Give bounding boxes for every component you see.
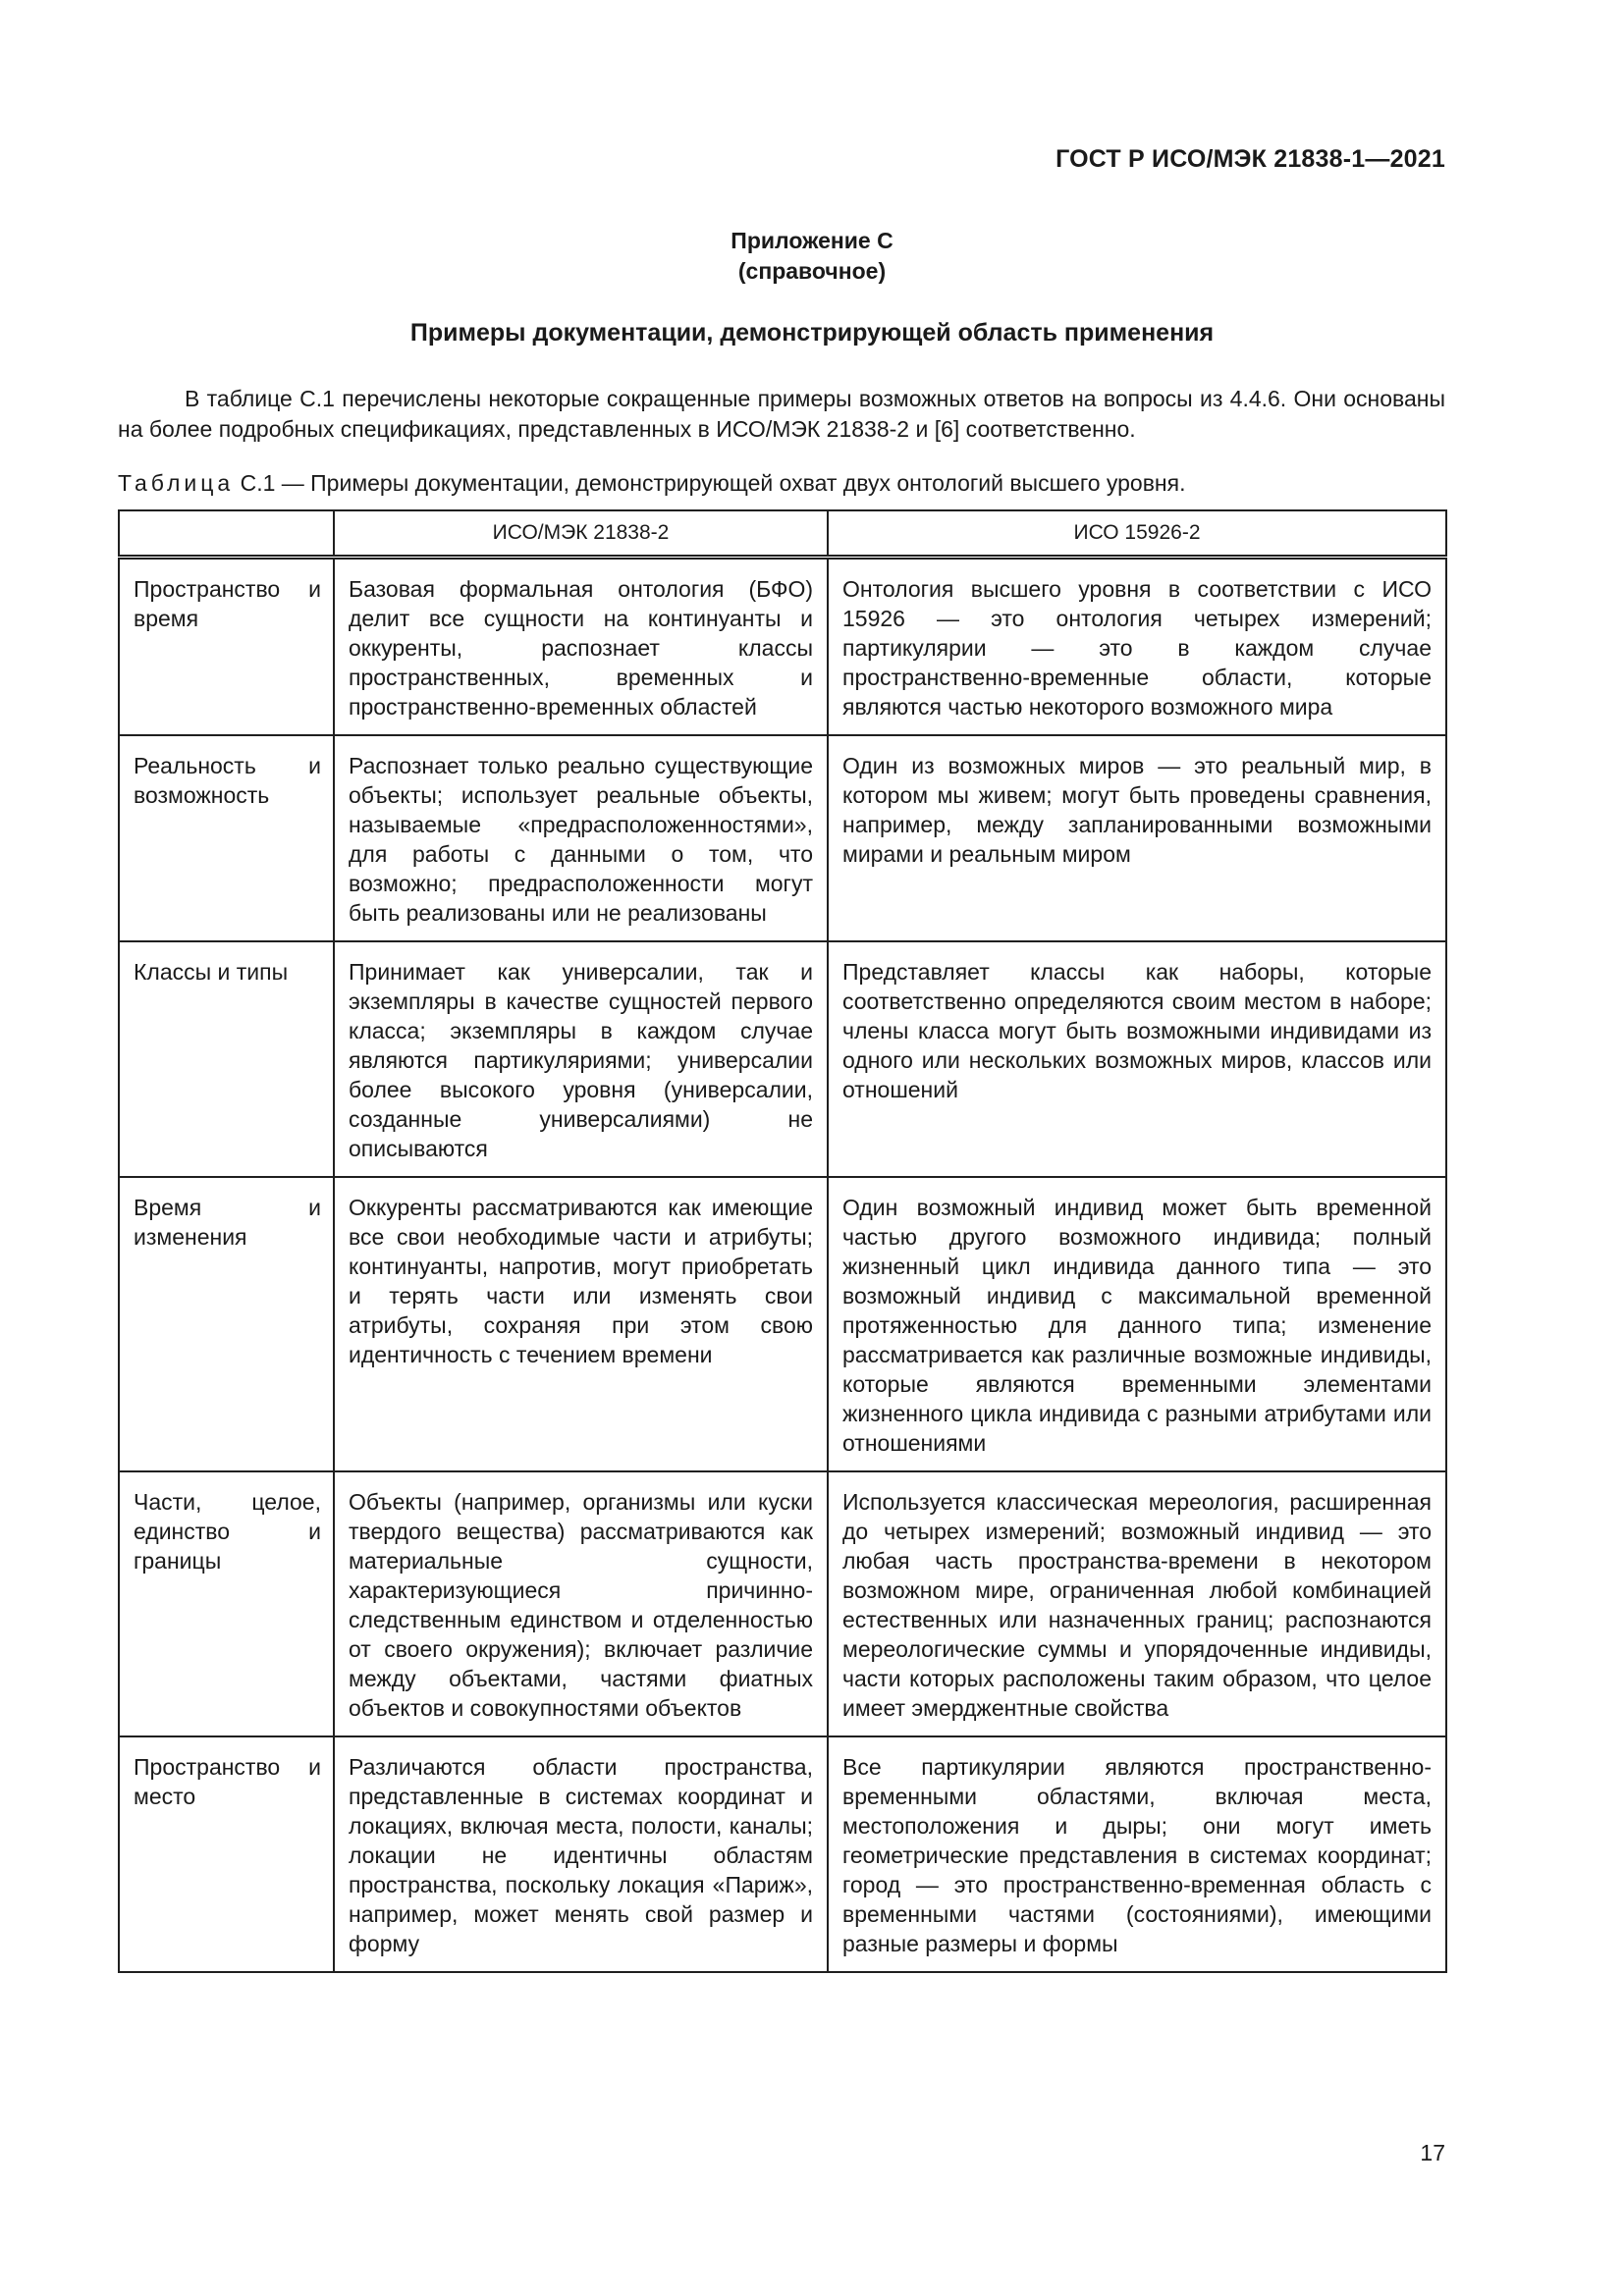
row-topic: Части, целое, единство и границы [119,1471,334,1736]
row-iso-15926-2-cell: Используется классическая мереология, расширенная до четырех измерений; возможный индивид — это любая часть пространства-времени в некотором возможном мире, ограниченная любой комбинацией естественных или назначенных границ; распознаются мереологические суммы и упорядоченные индивиды, части которых расположены таким образом, что целое имеет эмерджентные свойства [828,1471,1446,1736]
table-caption [118,468,1445,499]
row-iso-21838-2-cell: Различаются области пространства, представленные в системах координат и локациях, включая места, полости, каналы; локации не идентичны областям пространства, поскольку локация «Париж», например, может менять свой размер и форму [334,1736,828,1972]
standard-code: ГОСТ Р ИСО/МЭК 21838-1—2021 [1056,145,1445,173]
row-iso-15926-2-cell: Один возможный индивид может быть временной частью другого возможного индивида; полный жизненный цикл индивида данного типа — это возможный индивид с максимальной временной протяженностью для данного типа; изменение рассматривается как различные возможные индивиды, которые являются временными элементами жизненного цикла индивида с разными атрибутами или отношениями [828,1177,1446,1471]
table-row [119,941,1446,1177]
row-iso-21838-2-cell: Базовая формальная онтология (БФО) делит все сущности на континуанты и оккуренты, распознает классы пространственных, временных и пространственно-временных областей [334,558,828,736]
row-iso-21838-2-cell: Объекты (например, организмы или куски твердого вещества) рассматриваются как материальные сущности, характеризующиеся причинно-следственным единством и отделенностью от своего окружения); включает различие между объектами, частями фиатных объектов и совокупностями объектов [334,1471,828,1736]
page-number: 17 [1420,2140,1445,2165]
row-iso-15926-2-cell: Все партикулярии являются пространственно-временными областями, включая места, местоположения и дыры; они могут иметь геометрические представления в системах координат; город — это пространственно-временная область с временными частями (состояниями), имеющими разные размеры и формы [828,1736,1446,1972]
row-topic: Реальность и возможность [119,735,334,941]
row-topic: Время и изменения [119,1177,334,1471]
appendix-title: Приложение С [731,228,893,253]
column-header-topic [119,510,334,558]
intro-text: В таблице С.1 перечислены некоторые сокращенные примеры возможных ответов на вопросы из 4.4.6. Они основаны на более подробных спецификациях, представленных в ИСО/МЭК 21838-2 и [6] соответственно. [118,386,1445,442]
table-caption-prefix: Таблица [118,470,235,496]
table-caption-text: С.1 — Примеры документации, демонстрирующей охват двух онтологий высшего уровня. [240,470,1186,496]
table-row [119,1471,1446,1736]
table-row [119,1736,1446,1972]
table-row [119,558,1446,736]
table-row [119,735,1446,941]
row-iso-15926-2-cell: Онтология высшего уровня в соответствии с ИСО 15926 — это онтология четырех измерений; партикулярии — это в каждом случае пространственно-временные области, которые являются частью некоторого возможного мира [828,558,1446,736]
row-iso-21838-2-cell: Оккуренты рассматриваются как имеющие все свои необходимые части и атрибуты; континуанты, напротив, могут приобретать и терять части или изменять свои атрибуты, сохраняя при этом свою идентичность с течением времени [334,1177,828,1471]
row-iso-15926-2-cell: Представляет классы как наборы, которые соответственно определяются своим местом в наборе; члены класса могут быть возможными индивидами из одного или нескольких возможных миров, классов или отношений [828,941,1446,1177]
row-iso-21838-2-cell: Распознает только реально существующие объекты; использует реальные объекты, называемые «предрасположенностями», для работы с данными о том, что возможно; предрасположенности могут быть реализованы или не реализованы [334,735,828,941]
section-title: Примеры документации, демонстрирующей область применения [409,319,1215,347]
column-header-iso-21838-2: ИСО/МЭК 21838-2 [334,510,828,558]
column-header-iso-15926-2: ИСО 15926-2 [828,510,1446,558]
appendix-status: (справочное) [737,258,887,284]
appendix-heading [0,226,1624,287]
row-iso-21838-2-cell: Принимает как универсалии, так и экземпляры в качестве сущностей первого класса; экземпляры в каждом случае являются партикуляриями; универсалии более высокого уровня (универсалии, созданные универсалиями) не описываются [334,941,828,1177]
table-row [119,1177,1446,1471]
intro-paragraph [118,384,1445,445]
row-iso-15926-2-cell: Один из возможных миров — это реальный мир, в котором мы живем; могут быть проведены сравнения, например, между запланированными возможными мирами и реальным миром [828,735,1446,941]
table-header-row [119,510,1446,558]
ontology-comparison-table [118,509,1447,1973]
row-topic: Пространство и время [119,558,334,736]
row-topic: Пространство и место [119,1736,334,1972]
row-topic: Классы и типы [119,941,334,1177]
